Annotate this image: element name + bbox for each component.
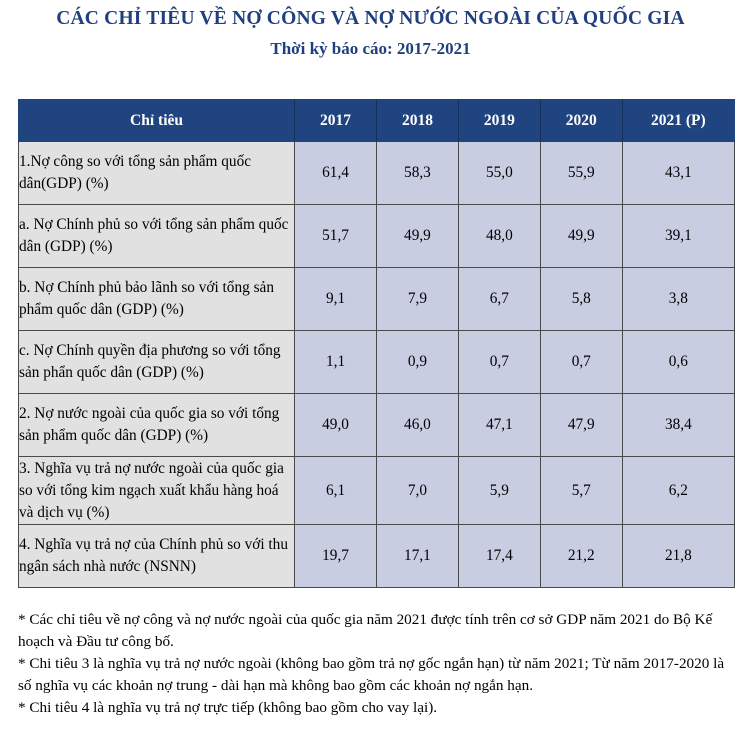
column-header-2020: 2020 (540, 100, 622, 142)
cell-2019: 6,7 (458, 268, 540, 331)
table-row (19, 205, 735, 268)
cell-2020: 47,9 (540, 394, 622, 457)
table-header-row (19, 100, 735, 142)
table-row (19, 457, 735, 525)
row-label: 4. Nghĩa vụ trả nợ của Chính phủ so với thu ngân sách nhà nước (NSNN) (19, 525, 295, 588)
cell-2017: 19,7 (295, 525, 377, 588)
row-label: c. Nợ Chính quyền địa phương so với tổng sản phẩn quốc dân (GDP) (%) (19, 331, 295, 394)
cell-2017: 6,1 (295, 457, 377, 525)
column-header-indicator: Chỉ tiêu (19, 100, 295, 142)
cell-2019: 0,7 (458, 331, 540, 394)
column-header-2018: 2018 (376, 100, 458, 142)
row-label: a. Nợ Chính phủ so với tổng sản phẩm quốc dân (GDP) (%) (19, 205, 295, 268)
row-label: 3. Nghĩa vụ trả nợ nước ngoài của quốc gia so với tổng kim ngạch xuất khẩu hàng hoá và dịch vụ (%) (19, 457, 295, 525)
cell-2021: 3,8 (622, 268, 734, 331)
cell-2018: 49,9 (376, 205, 458, 268)
footnote-1: * Các chỉ tiêu về nợ công và nợ nước ngoài của quốc gia năm 2021 được tính trên cơ sở GDP năm 2021 do Bộ Kế hoạch và Đầu tư công bố. (18, 611, 713, 650)
table-row (19, 142, 735, 205)
cell-2021: 6,2 (622, 457, 734, 525)
cell-2021: 21,8 (622, 525, 734, 588)
cell-2021: 39,1 (622, 205, 734, 268)
cell-2019: 17,4 (458, 525, 540, 588)
column-header-2017: 2017 (295, 100, 377, 142)
cell-2017: 9,1 (295, 268, 377, 331)
cell-2020: 55,9 (540, 142, 622, 205)
cell-2018: 46,0 (376, 394, 458, 457)
debt-indicators-table-container (18, 99, 735, 588)
table-row (19, 268, 735, 331)
cell-2017: 49,0 (295, 394, 377, 457)
cell-2021: 0,6 (622, 331, 734, 394)
row-label: 1.Nợ công so với tổng sản phẩm quốc dân(GDP) (%) (19, 142, 295, 205)
column-header-2019: 2019 (458, 100, 540, 142)
table-row (19, 394, 735, 457)
cell-2021: 43,1 (622, 142, 734, 205)
cell-2017: 51,7 (295, 205, 377, 268)
cell-2018: 17,1 (376, 525, 458, 588)
cell-2020: 49,9 (540, 205, 622, 268)
cell-2017: 61,4 (295, 142, 377, 205)
row-label: 2. Nợ nước ngoài của quốc gia so với tổng sản phẩm quốc dân (GDP) (%) (19, 394, 295, 457)
cell-2018: 58,3 (376, 142, 458, 205)
cell-2020: 21,2 (540, 525, 622, 588)
footnotes-block (18, 609, 730, 719)
report-period-subtitle: Thời kỳ báo cáo: 2017-2021 (270, 39, 471, 58)
debt-indicators-table (18, 99, 735, 588)
table-header (19, 100, 735, 142)
footnote-3: * Chi tiêu 4 là nghĩa vụ trả nợ trực tiếp (không bao gồm cho vay lại). (18, 699, 438, 716)
cell-2019: 55,0 (458, 142, 540, 205)
cell-2020: 0,7 (540, 331, 622, 394)
cell-2018: 7,9 (376, 268, 458, 331)
table-row (19, 331, 735, 394)
cell-2021: 38,4 (622, 394, 734, 457)
page-title: CÁC CHỈ TIÊU VỀ NỢ CÔNG VÀ NỢ NƯỚC NGOÀI CỦA QUỐC GIA (56, 8, 685, 29)
column-header-2021: 2021 (P) (622, 100, 734, 142)
row-label: b. Nợ Chính phủ bảo lãnh so với tổng sản phẩm quốc dân (GDP) (%) (19, 268, 295, 331)
cell-2019: 48,0 (458, 205, 540, 268)
cell-2018: 0,9 (376, 331, 458, 394)
cell-2017: 1,1 (295, 331, 377, 394)
table-row (19, 525, 735, 588)
cell-2020: 5,8 (540, 268, 622, 331)
cell-2019: 5,9 (458, 457, 540, 525)
cell-2020: 5,7 (540, 457, 622, 525)
title-block (0, 0, 741, 61)
cell-2018: 7,0 (376, 457, 458, 525)
footnote-2: * Chi tiêu 3 là nghĩa vụ trả nợ nước ngoài (không bao gồm trả nợ gốc ngắn hạn) từ năm 2021; Từ năm 2017-2020 là số nghĩa vụ các khoản nợ trung - dài hạn mà không bao gồm các khoản nợ ngắn hạn. (18, 655, 725, 694)
table-body (19, 142, 735, 588)
cell-2019: 47,1 (458, 394, 540, 457)
